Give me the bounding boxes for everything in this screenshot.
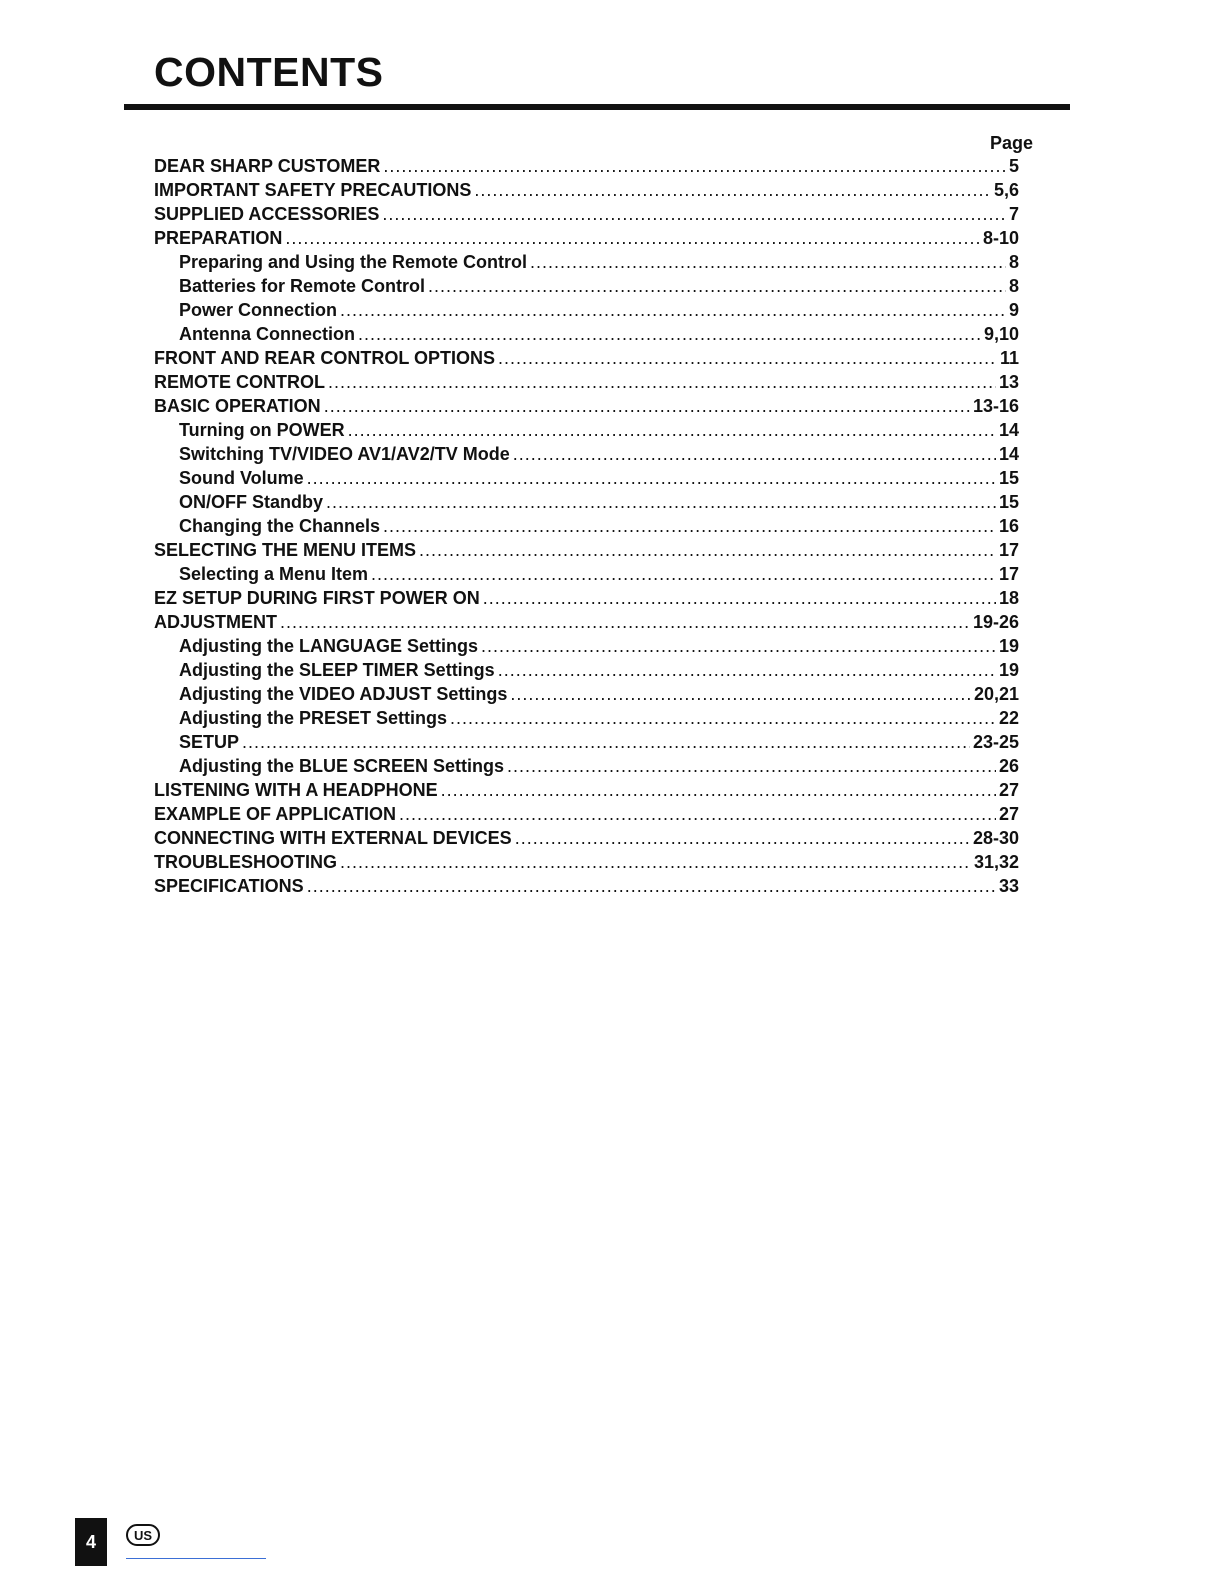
toc-entry-label: IMPORTANT SAFETY PRECAUTIONS (154, 180, 472, 200)
toc-subentry[interactable] (154, 706, 1019, 730)
toc-entry-label: Sound Volume (179, 468, 304, 488)
toc-entry[interactable] (154, 178, 1019, 202)
toc-dot-leader (328, 370, 996, 394)
toc-entry[interactable] (154, 202, 1019, 226)
toc-entry-label: EZ SETUP DURING FIRST POWER ON (154, 588, 480, 608)
toc-entry-label: Power Connection (179, 300, 338, 320)
toc-dot-leader (530, 250, 1006, 274)
toc-entry-page: 16 (998, 516, 1019, 536)
toc-entry-label: Selecting a Menu Item (179, 564, 369, 584)
toc-entry[interactable] (154, 226, 1019, 250)
toc-dot-leader (498, 658, 996, 682)
toc-dot-leader (483, 586, 996, 610)
toc-entry-page: 15 (998, 468, 1019, 488)
toc-entry-label: Turning on POWER (179, 420, 345, 440)
toc-dot-leader (280, 610, 970, 634)
toc-dot-leader (382, 202, 1006, 226)
toc-entry-page: 11 (999, 348, 1019, 368)
toc-entry[interactable] (154, 826, 1019, 850)
toc-entry[interactable] (154, 850, 1019, 874)
toc-entry-page: 20,21 (973, 684, 1019, 704)
toc-dot-leader (324, 394, 970, 418)
toc-dot-leader (348, 418, 996, 442)
toc-entry[interactable] (154, 370, 1019, 394)
toc-entry-page: 13-16 (972, 396, 1019, 416)
toc-entry-page: 19 (998, 660, 1019, 680)
toc-dot-leader (419, 538, 996, 562)
toc-entry-page: 15 (998, 492, 1019, 512)
toc-entry-page: 23-25 (972, 732, 1019, 752)
toc-entry-page: 26 (998, 756, 1019, 776)
page-number-tab: 4 (75, 1518, 107, 1566)
toc-entry-label: EXAMPLE OF APPLICATION (154, 804, 397, 824)
toc-dot-leader (399, 802, 996, 826)
toc-entry-page: 13 (998, 372, 1019, 392)
toc-entry-page: 33 (998, 876, 1019, 896)
toc-dot-leader (242, 730, 970, 754)
toc-entry-label: Preparing and Using the Remote Control (179, 252, 528, 272)
toc-entry-label: Antenna Connection (179, 324, 355, 344)
toc-entry-page: 9 (1008, 300, 1019, 320)
toc-dot-leader (307, 466, 996, 490)
toc-dot-leader (513, 442, 996, 466)
toc-subentry[interactable] (154, 466, 1019, 490)
toc-entry-page: 17 (998, 540, 1019, 560)
toc-dot-leader (441, 778, 996, 802)
toc-entry-label: SELECTING THE MENU ITEMS (154, 540, 417, 560)
toc-entry-label: PREPARATION (154, 228, 283, 248)
toc-entry-label: REMOTE CONTROL (154, 372, 325, 392)
toc-entry[interactable] (154, 346, 1019, 370)
toc-subentry[interactable] (154, 658, 1019, 682)
toc-entry-page: 9,10 (983, 324, 1019, 344)
toc-subentry[interactable] (154, 562, 1019, 586)
toc-entry-page: 8-10 (982, 228, 1019, 248)
toc-entry-page: 27 (998, 780, 1019, 800)
toc-entry-page: 8 (1008, 276, 1019, 296)
toc-entry-page: 5,6 (993, 180, 1019, 200)
region-us-badge: US (126, 1524, 160, 1546)
toc-entry-label: DEAR SHARP CUSTOMER (154, 156, 381, 176)
toc-dot-leader (507, 754, 996, 778)
toc-entry-page: 14 (998, 444, 1019, 464)
toc-subentry[interactable] (154, 514, 1019, 538)
toc-entry-page: 19 (998, 636, 1019, 656)
toc-entry-page: 27 (998, 804, 1019, 824)
toc-dot-leader (340, 850, 971, 874)
toc-entry-label: Adjusting the LANGUAGE Settings (179, 636, 478, 656)
toc-subentry[interactable] (154, 442, 1019, 466)
page-title: CONTENTS (154, 49, 384, 95)
toc-entry-label: Adjusting the SLEEP TIMER Settings (179, 660, 495, 680)
toc-entry-label: LISTENING WITH A HEADPHONE (154, 780, 438, 800)
toc-dot-leader (515, 826, 970, 850)
toc-dot-leader (481, 634, 996, 658)
toc-entry-label: Changing the Channels (179, 516, 381, 536)
toc-entry[interactable] (154, 538, 1019, 562)
toc-entry-label: TROUBLESHOOTING (154, 852, 337, 872)
toc-subentry[interactable] (154, 634, 1019, 658)
toc-entry-label: FRONT AND REAR CONTROL OPTIONS (154, 348, 495, 368)
toc-entry[interactable] (154, 778, 1019, 802)
toc-entry[interactable] (154, 586, 1019, 610)
toc-entry-label: CONNECTING WITH EXTERNAL DEVICES (154, 828, 512, 848)
footer-rule (126, 1558, 266, 1559)
toc-dot-leader (371, 562, 996, 586)
toc-entry-label: Adjusting the VIDEO ADJUST Settings (179, 684, 508, 704)
toc-entry-label: BASIC OPERATION (154, 396, 321, 416)
title-rule (124, 104, 1070, 110)
toc-subentry[interactable] (154, 322, 1019, 346)
toc-entry-page: 18 (998, 588, 1019, 608)
toc-dot-leader (340, 298, 1006, 322)
toc-dot-leader (307, 874, 996, 898)
toc-entry[interactable] (154, 610, 1019, 634)
toc-dot-leader (383, 514, 996, 538)
toc-dot-leader (510, 682, 971, 706)
toc-entry[interactable] (154, 874, 1019, 898)
toc-entry-label: ADJUSTMENT (154, 612, 278, 632)
toc-entry-label: Switching TV/VIDEO AV1/AV2/TV Mode (179, 444, 510, 464)
page-column-header: Page (990, 133, 1034, 153)
toc-dot-leader (326, 490, 996, 514)
toc-dot-leader (358, 322, 981, 346)
toc-dot-leader (383, 154, 1006, 178)
toc-entry-page: 8 (1008, 252, 1019, 272)
toc-entry-label: Adjusting the PRESET Settings (179, 708, 448, 728)
toc-entry-page: 31,32 (973, 852, 1019, 872)
toc-entry-page: 19-26 (972, 612, 1019, 632)
toc-entry-page: 14 (998, 420, 1019, 440)
toc-dot-leader (285, 226, 980, 250)
toc-dot-leader (428, 274, 1006, 298)
table-of-contents (154, 154, 1019, 898)
toc-entry-label: ON/OFF Standby (179, 492, 323, 512)
toc-subentry[interactable] (154, 418, 1019, 442)
toc-entry-label: SPECIFICATIONS (154, 876, 304, 896)
toc-entry-label: Adjusting the BLUE SCREEN Settings (179, 756, 505, 776)
toc-subentry[interactable] (154, 250, 1019, 274)
toc-entry[interactable] (154, 394, 1019, 418)
toc-entry-page: 17 (998, 564, 1019, 584)
toc-dot-leader (474, 178, 991, 202)
toc-entry-page: 7 (1008, 204, 1019, 224)
toc-subentry[interactable] (154, 682, 1019, 706)
toc-entry-page: 22 (998, 708, 1019, 728)
toc-entry-page: 28-30 (972, 828, 1019, 848)
toc-subentry[interactable] (154, 490, 1019, 514)
toc-subentry[interactable] (154, 754, 1019, 778)
toc-dot-leader (450, 706, 996, 730)
toc-entry-label: SETUP (179, 732, 240, 752)
toc-entry-label: Batteries for Remote Control (179, 276, 426, 296)
toc-entry[interactable] (154, 802, 1019, 826)
toc-dot-leader (498, 346, 997, 370)
toc-subentry[interactable] (154, 274, 1019, 298)
toc-entry-label: SUPPLIED ACCESSORIES (154, 204, 380, 224)
toc-subentry[interactable] (154, 298, 1019, 322)
toc-entry[interactable] (154, 154, 1019, 178)
toc-entry-page: 5 (1008, 156, 1019, 176)
toc-subentry[interactable] (154, 730, 1019, 754)
